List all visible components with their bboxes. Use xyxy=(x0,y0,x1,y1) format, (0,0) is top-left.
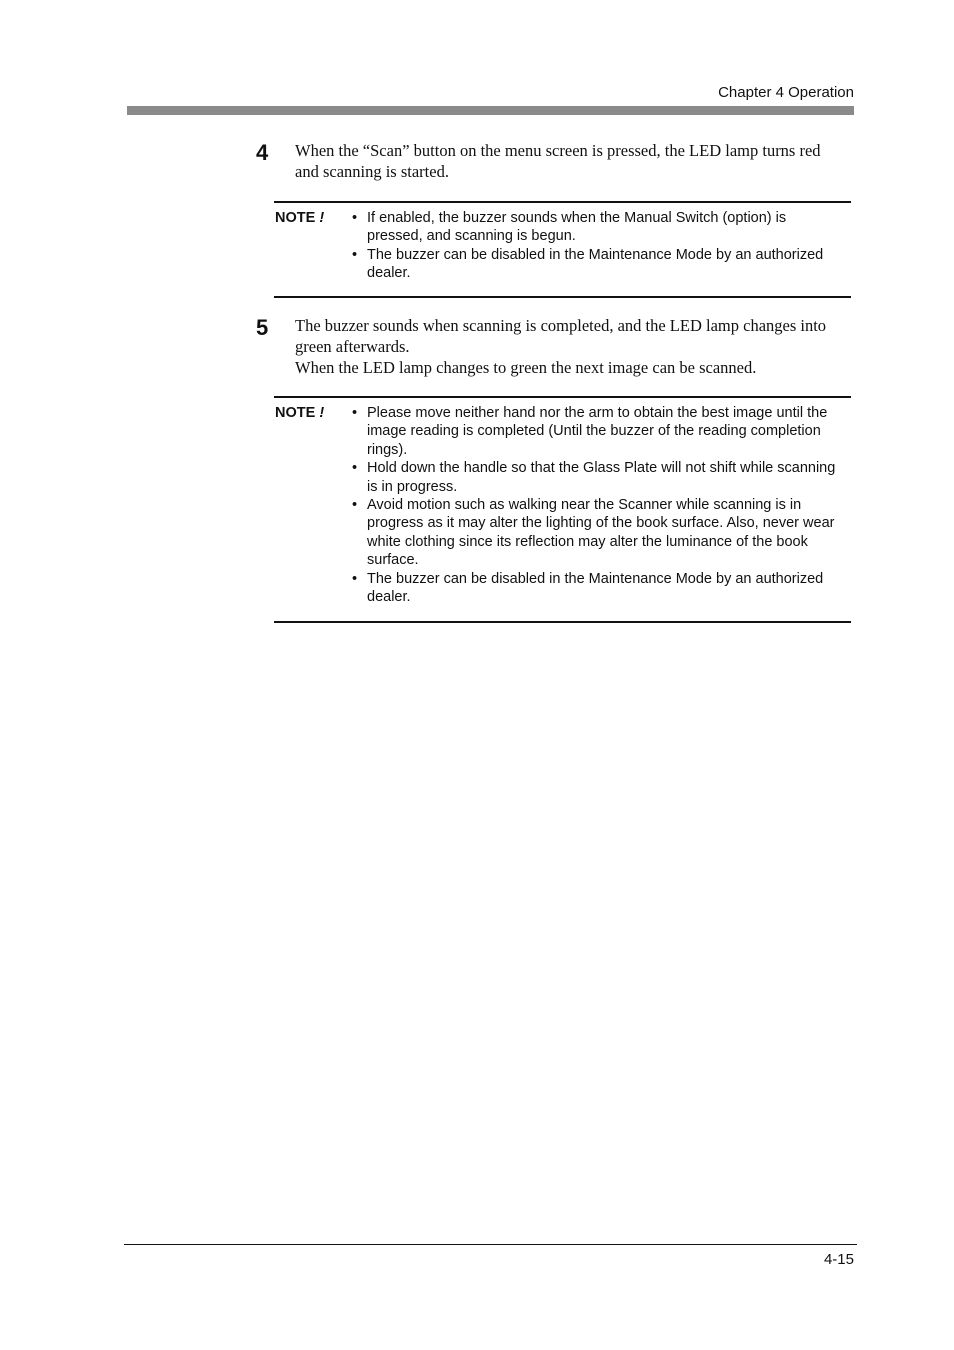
note-label xyxy=(275,404,324,422)
note-list xyxy=(352,209,842,283)
step-number: 4 xyxy=(256,140,269,165)
step-line: When the LED lamp changes to green the next image can be scanned. xyxy=(295,358,757,377)
step-text xyxy=(295,315,840,378)
note-item xyxy=(352,209,842,246)
step-line: When the “Scan” button on the menu screen is pressed, the LED lamp turns red and scanning is started. xyxy=(295,141,821,181)
note-item xyxy=(352,570,842,607)
note-item-text: Hold down the handle so that the Glass Plate will not shift while scanning is in progress. xyxy=(367,460,836,495)
step-text xyxy=(295,140,840,182)
bullet-icon: • xyxy=(352,405,358,421)
note-item xyxy=(352,459,842,496)
step-number: 5 xyxy=(256,315,269,340)
bullet-icon: • xyxy=(352,246,358,263)
note-mark: ! xyxy=(319,210,325,226)
note-list xyxy=(352,404,842,606)
bullet-icon: • xyxy=(352,497,358,514)
note-label-text: NOTE xyxy=(275,405,316,421)
note-item xyxy=(352,496,842,570)
note-item-text: If enabled, the buzzer sounds when the Manual Switch (option) is pressed, and scanning is begun. xyxy=(367,210,787,245)
note-item-text: The buzzer can be disabled in the Maintenance Mode by an authorized dealer. xyxy=(367,570,824,606)
step-line: The buzzer sounds when scanning is completed, and the LED lamp changes into green afterwards. xyxy=(295,316,827,356)
bullet-icon: • xyxy=(352,570,358,587)
note-mark: ! xyxy=(319,405,325,421)
note-box xyxy=(274,201,851,298)
page-number: 4-15 xyxy=(823,1251,854,1268)
note-box xyxy=(274,396,851,623)
note-label-text: NOTE xyxy=(275,210,316,226)
note-item xyxy=(352,246,842,283)
note-item-text: The buzzer can be disabled in the Maintenance Mode by an authorized dealer. xyxy=(367,246,824,282)
bullet-icon: • xyxy=(352,210,358,226)
note-label xyxy=(275,209,324,227)
note-item xyxy=(352,404,842,459)
header-bar xyxy=(127,106,854,115)
footer-rule xyxy=(124,1244,857,1245)
bullet-icon: • xyxy=(352,460,358,477)
note-item-text: Avoid motion such as walking near the Scanner while scanning is in progress as it may alter the lighting of the book surface. Also, never wear white clothing since its reflection may alter the luminance of the book surface. xyxy=(367,497,835,569)
note-item-text: Please move neither hand nor the arm to obtain the best image until the image reading is completed (Until the buzzer of the reading completion rings). xyxy=(367,405,828,458)
chapter-header: Chapter 4 Operation xyxy=(718,84,854,101)
